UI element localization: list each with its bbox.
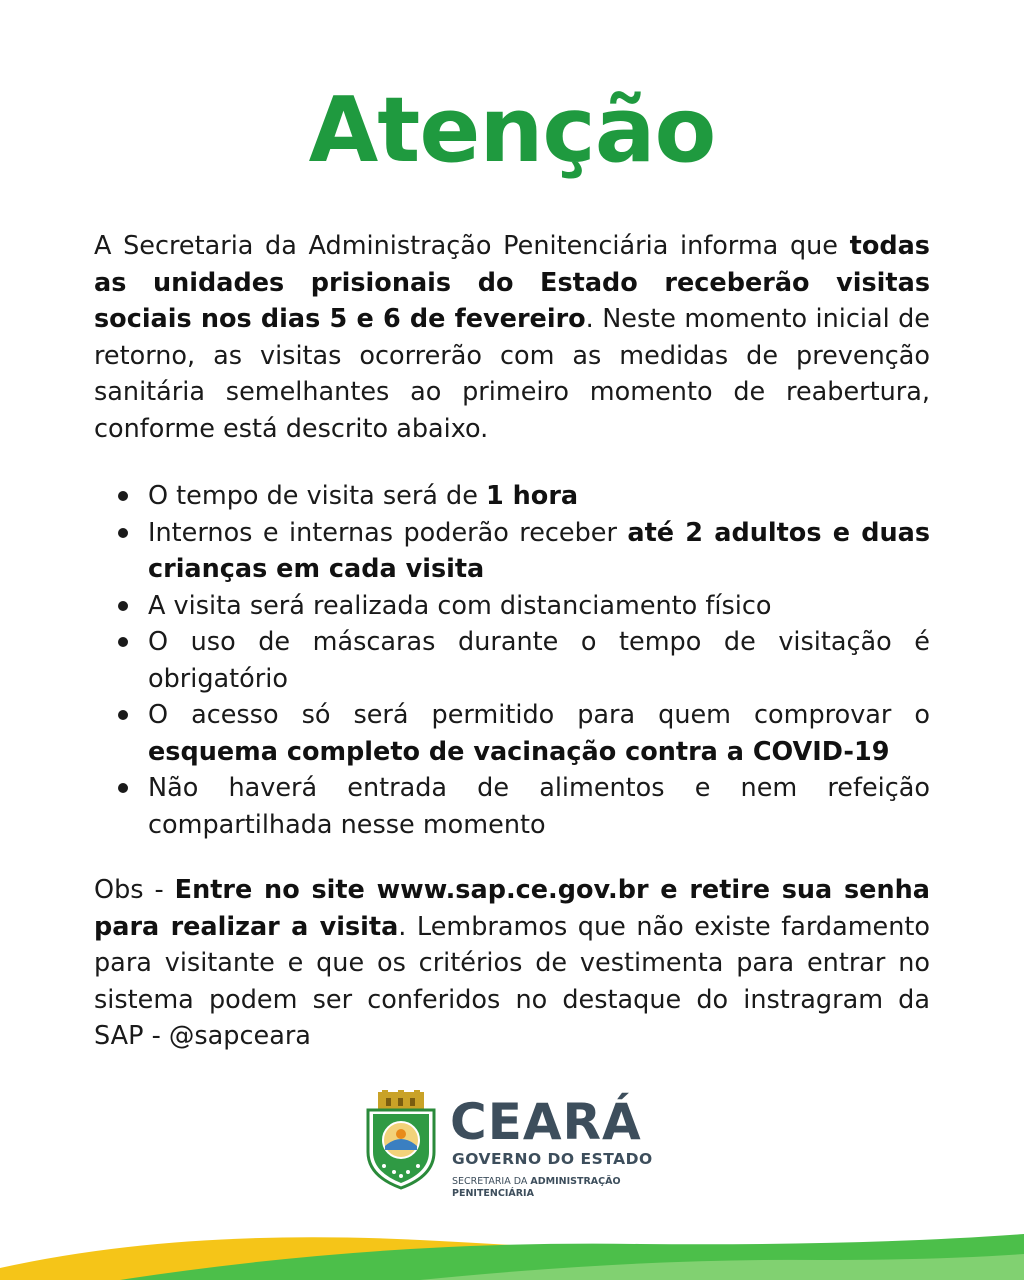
rules-list: [94, 478, 930, 843]
obs-paragraph: [94, 872, 930, 1055]
intro-text-3: . Neste momento inicial de retorno, as visitas ocorrerão com as medidas de prevenção sanitária semelhantes ao primeiro momento de reabertura, conforme está descrito abaixo.: [94, 304, 930, 444]
department-bold: ADMINISTRAÇÃO: [530, 1176, 621, 1187]
page-title: Atenção: [308, 78, 716, 183]
department-prefix: SECRETARIA DA: [452, 1176, 531, 1187]
list-item: [94, 697, 930, 770]
ceara-government-logo: [364, 1090, 674, 1200]
intro-text-bold: todas as unidades prisionais do Estado receberão visitas sociais nos dias 5 e 6 de fevereiro: [94, 231, 930, 334]
list-item-text: O tempo de visita será de: [148, 481, 487, 511]
obs-text-bold: Entre no site www.sap.ce.gov.br e retire sua senha para realizar a visita: [94, 875, 930, 942]
list-item: [94, 624, 930, 697]
list-item-text: O acesso só será permitido para quem comprovar o: [148, 700, 930, 730]
obs-text-1: Obs -: [94, 875, 175, 905]
department-name: [452, 1176, 652, 1200]
list-item-text: A visita será realizada com distanciamento físico: [148, 590, 772, 621]
list-item-bold: 1 hora: [486, 481, 579, 511]
intro-text-1: A Secretaria da Administração Penitenciária informa que: [94, 231, 850, 261]
list-item-bold: esquema completo de vacinação contra a COVID-19: [148, 736, 890, 767]
list-item-text: O uso de máscaras durante o tempo de visitação é obrigatório: [148, 627, 930, 694]
list-item-text: Não haverá entrada de alimentos e nem refeição compartilhada nesse momento: [148, 773, 930, 840]
brand-subtitle: GOVERNO DO ESTADO: [452, 1150, 653, 1168]
list-item: [94, 478, 930, 515]
obs-text-3: . Lembramos que não existe fardamento para visitante e que os critérios de vestimenta para entrar no sistema podem ser conferidos no destaque do instragram da SAP - @sapceara: [94, 911, 930, 1051]
department-line2: PENITENCIÁRIA: [452, 1188, 534, 1199]
list-item: [94, 588, 930, 625]
list-item-bold: até 2 adultos e duas crianças em cada visita: [148, 517, 930, 584]
intro-paragraph: [94, 228, 930, 447]
list-item: [94, 770, 930, 843]
ceara-crest-icon: [364, 1090, 438, 1190]
decorative-waves: [0, 1210, 1024, 1280]
brand-name: CEARÁ: [450, 1093, 642, 1151]
list-item: [94, 515, 930, 588]
list-item-text: Internos e internas poderão receber: [148, 517, 628, 548]
